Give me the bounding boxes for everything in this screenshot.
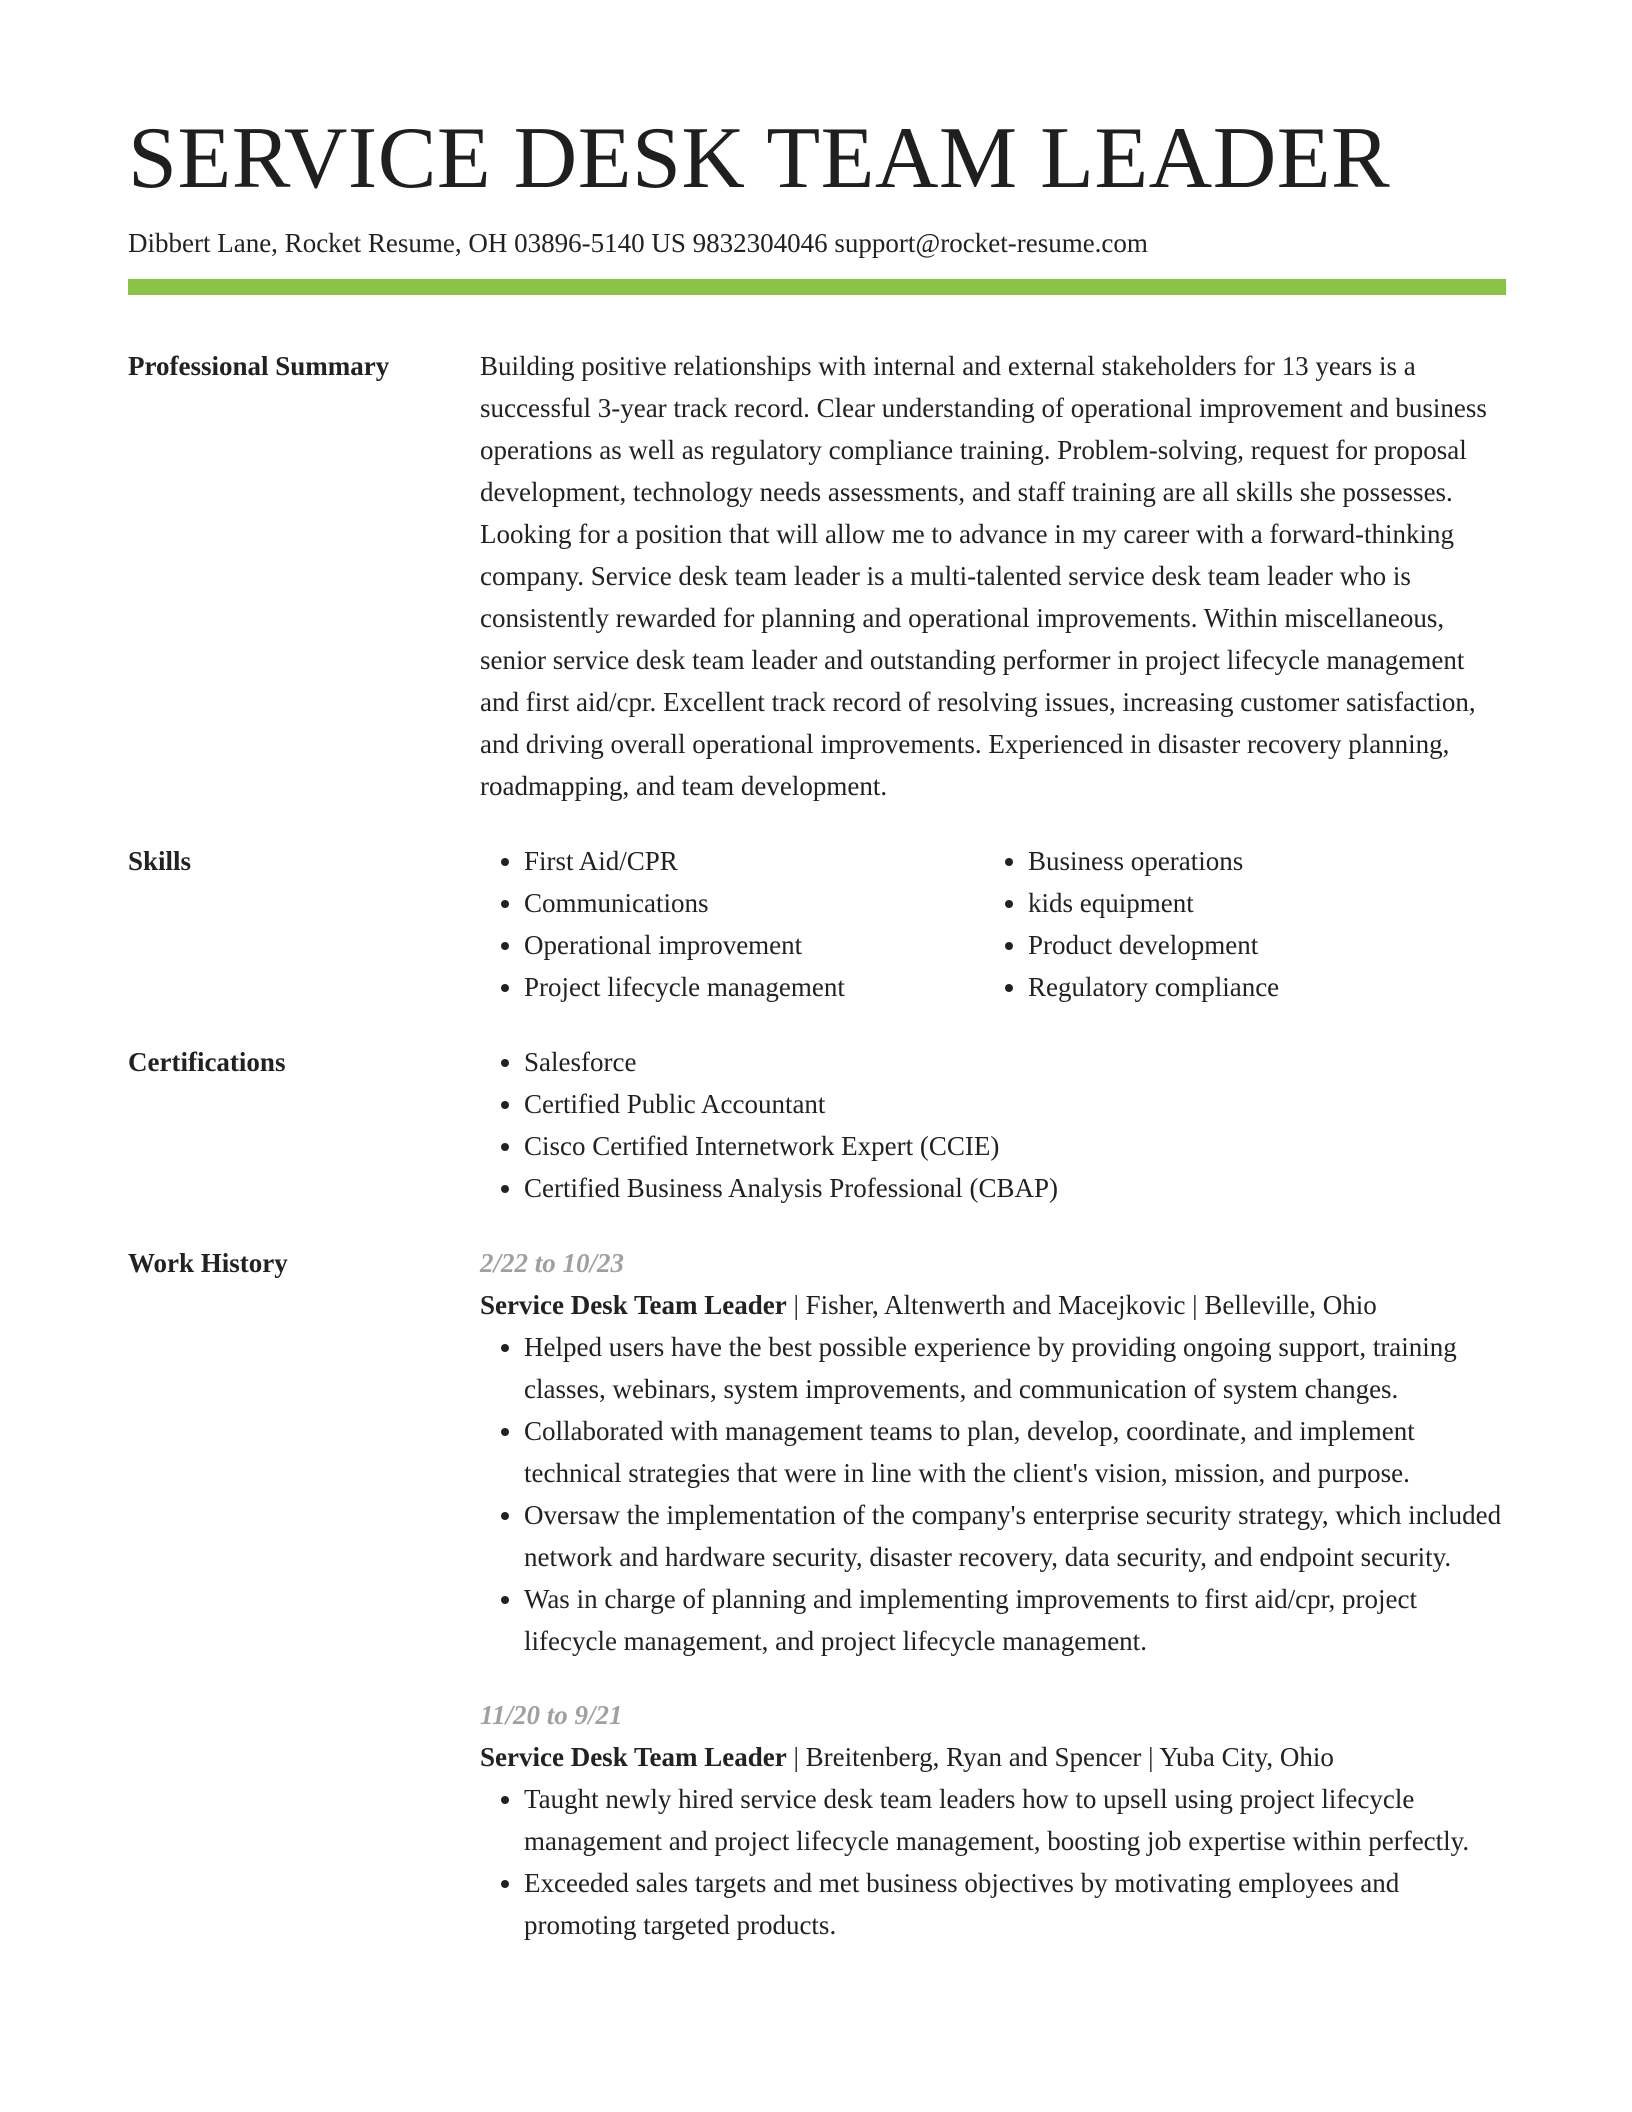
skill-item: • Operational improvement xyxy=(524,924,984,966)
job-dates: 11/20 to 9/21 xyxy=(480,1700,623,1730)
skill-item: • Communications xyxy=(524,882,984,924)
skill-item: • Regulatory compliance xyxy=(1028,966,1488,1008)
skill-item: • Product development xyxy=(1028,924,1488,966)
summary-label: Professional Summary xyxy=(128,351,390,381)
job-bullet: • Helped users have the best possible experience by providing ongoing support, training classes, webinars, system improvements, and communication of system changes. xyxy=(524,1326,1506,1410)
skills-column-left xyxy=(480,840,984,1008)
skill-item: • Business operations xyxy=(1028,840,1488,882)
work-history-label: Work History xyxy=(128,1248,288,1278)
job-details: | Breitenberg, Ryan and Spencer | Yuba City, Ohio xyxy=(786,1742,1334,1772)
job-title-line xyxy=(480,1736,1506,1778)
job-bullets xyxy=(480,1326,1506,1662)
skill-item: • Project lifecycle management xyxy=(524,966,984,1008)
skills-list-left xyxy=(480,840,984,1008)
skills-list-right xyxy=(984,840,1488,1008)
job-bullet: • Exceeded sales targets and met business objectives by motivating employees and promoting targeted products. xyxy=(524,1862,1506,1946)
contact-line: Dibbert Lane, Rocket Resume, OH 03896-5140 US 9832304046 support@rocket-resume.com xyxy=(128,228,1148,258)
skills-grid xyxy=(480,840,1506,1008)
job-entry xyxy=(480,1242,1506,1662)
work-history-section xyxy=(128,1242,1506,1946)
certification-item: • Certified Business Analysis Professional (CBAP) xyxy=(524,1167,1506,1209)
job-entry xyxy=(480,1694,1506,1946)
job-title-line xyxy=(480,1284,1506,1326)
job-bullets xyxy=(480,1778,1506,1946)
skills-section xyxy=(128,840,1506,1008)
skills-label: Skills xyxy=(128,846,192,876)
job-bullet: • Taught newly hired service desk team leaders how to upsell using project lifecycle management and project lifecycle management, boosting job expertise within perfectly. xyxy=(524,1778,1506,1862)
certification-item: • Cisco Certified Internetwork Expert (CCIE) xyxy=(524,1125,1506,1167)
skill-item: • First Aid/CPR xyxy=(524,840,984,882)
job-dates: 2/22 to 10/23 xyxy=(480,1248,625,1278)
summary-text: Building positive relationships with internal and external stakeholders for 13 years is a successful 3-year track record. Clear understanding of operational improvement and business operations as well as regulatory compliance training. Problem-solving, request for proposal development, technology needs assessments, and staff training are all skills she possesses. Looking for a position that will allow me to advance in my career with a forward-thinking company. Service desk team leader is a multi-talented service desk team leader who is consistently rewarded for planning and operational improvements. Within miscellaneous, senior service desk team leader and outstanding performer in project lifecycle management and first aid/cpr. Excellent track record of resolving issues, increasing customer satisfaction, and driving overall operational improvements. Experienced in disaster recovery planning, roadmapping, and team development. xyxy=(480,351,1487,801)
skill-item: • kids equipment xyxy=(1028,882,1488,924)
skills-column-right xyxy=(984,840,1488,1008)
certifications-list xyxy=(480,1041,1506,1209)
job-details: | Fisher, Altenwerth and Macejkovic | Belleville, Ohio xyxy=(786,1290,1377,1320)
certifications-label: Certifications xyxy=(128,1047,286,1077)
work-history-body xyxy=(480,1242,1506,1946)
job-bullet: • Was in charge of planning and implementing improvements to first aid/cpr, project lifecycle management, and project lifecycle management. xyxy=(524,1578,1506,1662)
job-bullet: • Oversaw the implementation of the company's enterprise security strategy, which included network and hardware security, disaster recovery, data security, and endpoint security. xyxy=(524,1494,1506,1578)
summary-section xyxy=(128,345,1506,807)
certification-item: • Certified Public Accountant xyxy=(524,1083,1506,1125)
job-bullet: • Collaborated with management teams to plan, develop, coordinate, and implement technical strategies that were in line with the client's vision, mission, and purpose. xyxy=(524,1410,1506,1494)
certifications-section xyxy=(128,1041,1506,1209)
job-title: Service Desk Team Leader xyxy=(480,1290,787,1320)
resume-name-heading: SERVICE DESK TEAM LEADER xyxy=(128,110,1391,207)
certification-item: • Salesforce xyxy=(524,1041,1506,1083)
job-title: Service Desk Team Leader xyxy=(480,1742,787,1772)
certifications-body xyxy=(480,1041,1506,1209)
accent-divider xyxy=(128,279,1506,295)
